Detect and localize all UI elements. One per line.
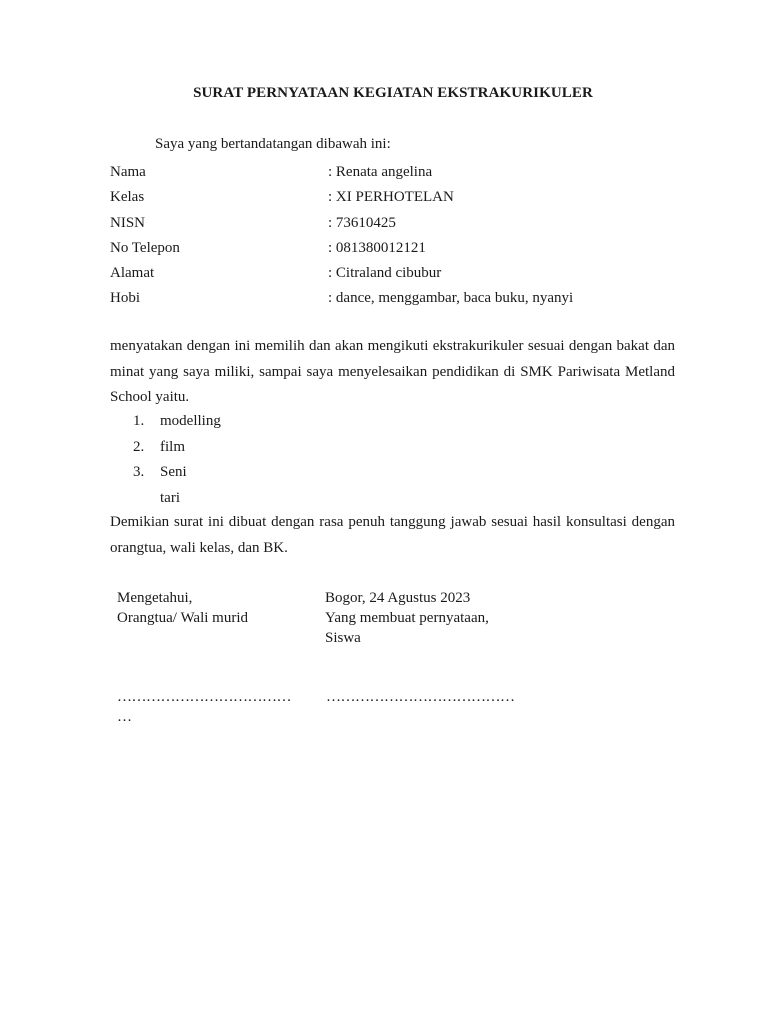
identity-table <box>110 160 670 312</box>
list-number: 3. <box>133 464 145 480</box>
signature-block-student <box>325 588 489 648</box>
signature-left-line2: Orangtua/ Wali murid <box>117 610 248 626</box>
identity-value: : XI PERHOTELAN <box>328 189 454 206</box>
identity-label: Hobi <box>110 290 140 307</box>
identity-label: Nama <box>110 164 146 180</box>
list-text: film <box>160 438 185 455</box>
identity-value: : Renata angelina <box>328 164 433 180</box>
identity-label: No Telepon <box>110 239 180 256</box>
identity-row-nisn <box>110 211 670 236</box>
closing-paragraph: Demikian surat ini dibuat dengan rasa penuh tanggung jawab sesuai hasil konsultasi dengan orangtua, wali kelas, dan BK. <box>110 514 675 556</box>
identity-row-telepon <box>110 236 670 261</box>
signature-line-parent <box>117 687 291 727</box>
intro-text: Saya yang bertandatangan dibawah ini: <box>155 136 391 152</box>
signature-right-line3: Siswa <box>325 630 361 646</box>
document-title: SURAT PERNYATAAN KEGIATAN EKSTRAKURIKULER <box>193 85 593 101</box>
list-number: 2. <box>133 438 145 455</box>
signature-left-line1: Mengetahui, <box>117 590 193 606</box>
identity-label: Kelas <box>110 189 145 206</box>
dots-line: ……………………………… <box>117 689 291 705</box>
identity-label: Alamat <box>110 265 155 282</box>
identity-value: : Citraland cibubur <box>328 265 442 282</box>
signature-right-line1: Bogor, 24 Agustus 2023 <box>325 590 471 606</box>
identity-row-alamat <box>110 261 670 286</box>
list-text: Seni tari <box>160 464 187 506</box>
identity-row-hobi <box>110 286 670 311</box>
dots-line: … <box>117 709 132 725</box>
list-number: 1. <box>133 413 145 429</box>
identity-row-kelas <box>110 185 670 210</box>
statement-paragraph: menyatakan dengan ini memilih dan akan mengikuti ekstrakurikuler sesuai dengan bakat dan minat yang saya miliki, sampai saya menyelesaikan pendidikan di SMK Pariwisata Metland School yaitu. <box>110 338 675 405</box>
signature-right-line2: Yang membuat pernyataan, <box>325 610 489 626</box>
identity-value: : dance, menggambar, baca buku, nyanyi <box>328 290 574 307</box>
signature-block-parent <box>117 588 248 628</box>
list-text: modelling <box>160 413 221 429</box>
dots-line: ………………………………… <box>326 689 515 705</box>
signature-line-student <box>326 687 515 707</box>
identity-value: : 081380012121 <box>328 239 426 256</box>
identity-value: : 73610425 <box>328 214 396 231</box>
identity-row-nama <box>110 160 670 185</box>
identity-label: NISN <box>110 214 146 231</box>
